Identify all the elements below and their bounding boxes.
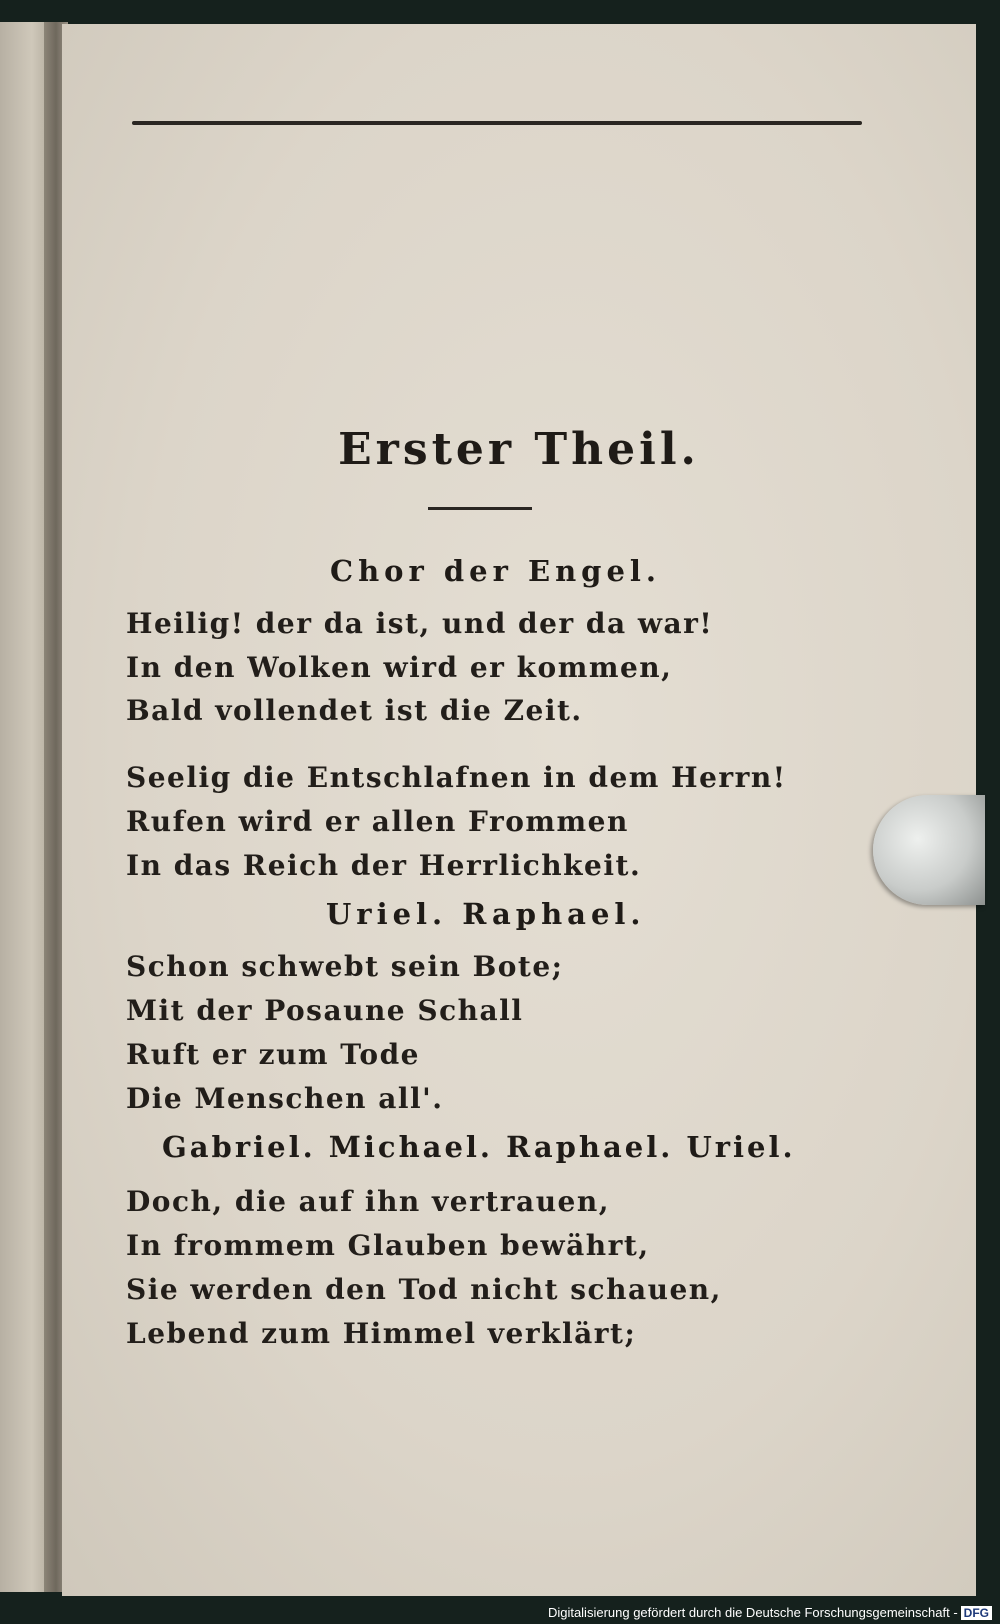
dfg-logo: DFG xyxy=(961,1606,992,1620)
verse-line: Rufen wird er allen Frommen xyxy=(126,805,629,838)
verse-line: In den Wolken wird er kommen, xyxy=(126,651,673,684)
speaker-heading: Gabriel. Michael. Raphael. Uriel. xyxy=(162,1130,796,1164)
speaker-heading: Uriel. Raphael. xyxy=(326,897,646,931)
book-page xyxy=(62,24,976,1596)
verse-line: Mit der Posaune Schall xyxy=(126,994,524,1027)
verse-line: In das Reich der Herrlichkeit. xyxy=(126,849,642,882)
verse-line: Heilig! der da ist, und der da war! xyxy=(126,607,714,640)
footer-text: Digitalisierung gefördert durch die Deutsche Forschungsgemeinschaft - xyxy=(547,1605,958,1620)
verse-line: Die Menschen all'. xyxy=(126,1082,444,1115)
title-rule xyxy=(428,507,532,510)
verse-line: Lebend zum Himmel verklärt; xyxy=(126,1317,637,1350)
verse-line: In frommem Glauben bewährt, xyxy=(126,1229,650,1262)
speaker-heading: Chor der Engel. xyxy=(330,554,662,588)
verse-line: Doch, die auf ihn vertrauen, xyxy=(126,1185,610,1218)
page-title: Erster Theil. xyxy=(338,424,700,475)
verse-line: Schon schwebt sein Bote; xyxy=(126,950,564,983)
header-rule xyxy=(132,121,862,125)
digitization-footer xyxy=(548,1605,992,1620)
verse-line: Sie werden den Tod nicht schauen, xyxy=(126,1273,722,1306)
page-clip xyxy=(873,795,985,905)
verse-line: Bald vollendet ist die Zeit. xyxy=(126,694,583,727)
verse-line: Ruft er zum Tode xyxy=(126,1038,420,1071)
verse-line: Seelig die Entschlafnen in dem Herrn! xyxy=(126,761,787,794)
